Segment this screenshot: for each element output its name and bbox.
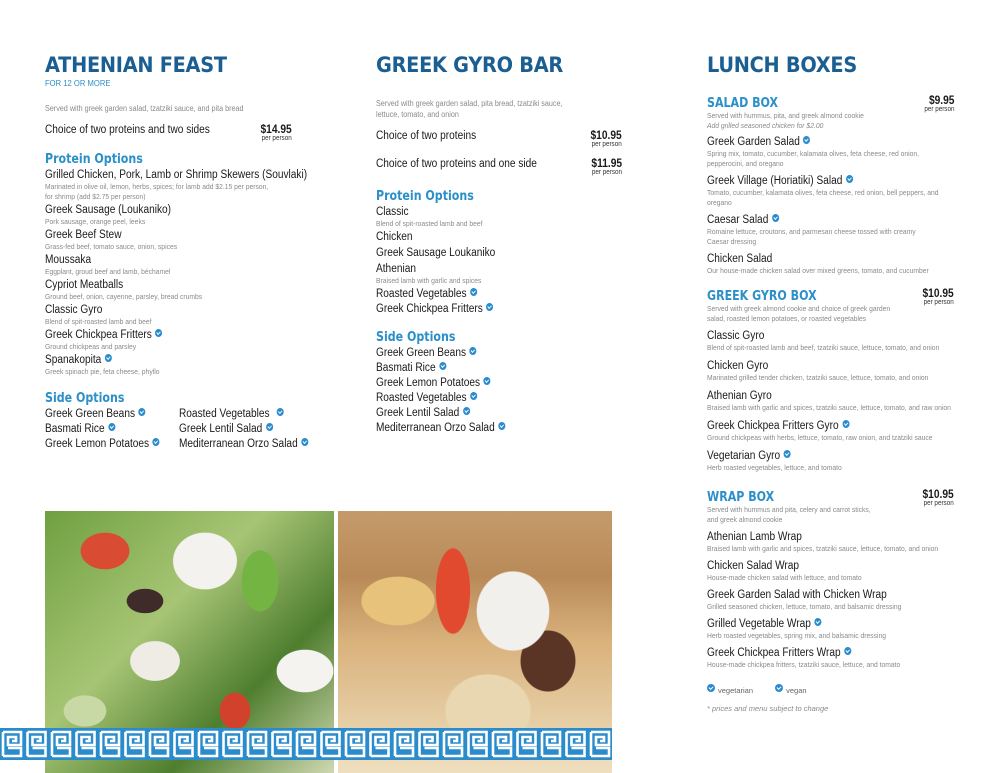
lunch-boxes-title: LUNCH BOXES xyxy=(707,53,857,77)
vegetarian-icon xyxy=(498,422,505,430)
item-desc: Ground beef, onion, cayenne, parsley, bread crumbs xyxy=(45,292,203,301)
price-unit: per person xyxy=(591,141,622,148)
item-desc: Blend of spit-roasted lamb and beef xyxy=(45,317,152,326)
gyro-bar-section xyxy=(376,52,622,436)
vegetarian-icon xyxy=(846,175,853,183)
offer-label: Choice of two proteins xyxy=(376,130,477,142)
item-name-text: Greek Lemon Potatoes xyxy=(376,377,481,389)
item-desc: Blend of spit-roasted lamb and beef, tzatziki sauce, lettuce, tomato, and onion xyxy=(707,343,940,352)
item-name: Chicken Salad xyxy=(707,253,773,265)
lunch-boxes-section xyxy=(707,52,957,713)
list-item xyxy=(376,262,622,286)
item-desc: Herb roasted vegetables, lettuce, and tomato xyxy=(707,463,842,472)
item-name xyxy=(707,646,927,660)
item-desc: Our house-made chicken salad over mixed greens, tomato, and cucumber xyxy=(707,266,929,275)
item-name: Chicken Salad Wrap xyxy=(707,560,800,572)
price-unit: per person xyxy=(261,135,292,142)
vegan-icon xyxy=(266,423,273,431)
price-amount: $10.95 xyxy=(922,286,954,300)
gyro-box-title: GREEK GYRO BOX xyxy=(707,289,817,304)
item-desc: Marinated in olive oil, lemon, herbs, spices; for lamb add $2.15 per person, xyxy=(45,182,269,191)
vegan-icon xyxy=(814,618,821,626)
item-name: Greek Beef Stew xyxy=(45,229,122,241)
item-name xyxy=(45,353,269,367)
price-amount: $9.95 xyxy=(928,93,954,107)
gyro-box-items xyxy=(707,329,957,473)
salad-box-served-with: Served with hummus, pita, and greek almond cookie xyxy=(707,111,864,120)
vegan-icon xyxy=(470,288,477,296)
item-name: Classic xyxy=(376,206,409,218)
item-name-text: Roasted Vegetables xyxy=(376,392,467,404)
item-name: Athenian xyxy=(376,263,416,275)
item-desc: Braised lamb with garlic and spices xyxy=(376,276,482,285)
list-item xyxy=(376,406,592,421)
greek-key-pattern-icon xyxy=(0,728,612,760)
item-desc: Spring mix, tomato, cucumber, kalamata olives, feta cheese, red onion, pepperocini, and oregano xyxy=(707,149,919,168)
gyro-bar-offer xyxy=(376,129,622,157)
wrap-box-price xyxy=(917,488,954,507)
salad-box-title: SALAD BOX xyxy=(707,96,779,111)
salad-box-items xyxy=(707,135,957,276)
list-item xyxy=(376,421,592,436)
vegan-icon xyxy=(439,362,446,370)
gyro-box-served-with: Served with greek almond cookie and choice of greek garden salad, roasted lemon potatoes, or roasted vegetables xyxy=(707,304,891,323)
protein-list xyxy=(45,168,308,377)
side-list xyxy=(45,407,300,451)
price-amount: $11.95 xyxy=(591,156,622,170)
item-desc: Tomato, cucumber, kalamata olives, feta cheese, red onion, bell peppers, and oregano xyxy=(707,188,939,207)
dietary-legend xyxy=(707,684,957,695)
item-name-text: Greek Chickpea Fritters Gyro xyxy=(707,420,839,432)
item-name: Athenian Gyro xyxy=(707,390,772,402)
vegan-icon xyxy=(155,329,162,337)
price-unit: per person xyxy=(923,299,954,306)
item-name-text: Basmati Rice xyxy=(376,362,436,374)
vegetarian-icon xyxy=(707,684,715,692)
item-name: Moussaka xyxy=(45,254,92,266)
item-name: Grilled Chicken, Pork, Lamb or Shrimp Skewers (Souvlaki) xyxy=(45,169,308,181)
vegan-icon xyxy=(470,347,477,355)
wrap-box-title: WRAP BOX xyxy=(707,490,775,505)
price-unit: per person xyxy=(591,169,622,176)
athenian-feast-offer xyxy=(45,123,300,147)
list-item xyxy=(45,278,300,302)
vegan-icon xyxy=(784,450,791,458)
wrap-box xyxy=(707,487,957,670)
list-item xyxy=(45,228,300,252)
list-item xyxy=(179,422,302,436)
item-name-text: Greek Lemon Potatoes xyxy=(45,438,150,450)
list-item xyxy=(376,287,592,301)
list-item xyxy=(179,407,302,421)
item-desc: Grass-fed beef, tomato sauce, onion, spices xyxy=(45,242,178,251)
price-disclaimer: * prices and menu subject to change xyxy=(707,704,829,713)
item-name-text: Greek Lentil Salad xyxy=(376,407,460,419)
item-name-text: Mediterranean Orzo Salad xyxy=(376,422,495,434)
athenian-feast-served-with: Served with greek garden salad, tzatziki sauce, and pita bread xyxy=(45,104,244,113)
offer-price xyxy=(585,129,622,148)
item-name-text: Mediterranean Orzo Salad xyxy=(179,438,298,450)
item-desc: Greek spinach pie, feta cheese, phyllo xyxy=(45,367,160,376)
vegan-icon xyxy=(470,392,477,400)
vegetarian-icon xyxy=(803,136,810,144)
vegan-icon xyxy=(108,423,115,431)
offer-label: Choice of two proteins and two sides xyxy=(45,124,210,136)
offer-price xyxy=(586,157,622,176)
item-name: Cypriot Meatballs xyxy=(45,279,124,291)
price-amount: $14.95 xyxy=(260,122,292,136)
legend-vegetarian xyxy=(707,684,763,695)
list-item xyxy=(707,419,957,443)
legend-label: vegan xyxy=(786,686,807,695)
legend-label: vegetarian xyxy=(718,686,754,695)
list-item: Chicken xyxy=(376,231,413,243)
item-name-text: Caesar Salad xyxy=(707,214,769,226)
list-item xyxy=(45,203,300,227)
price-unit: per person xyxy=(923,106,954,113)
item-name-text: Grilled Vegetable Wrap xyxy=(707,618,811,630)
list-item xyxy=(45,168,308,202)
protein-list xyxy=(376,205,622,316)
item-name-text: Greek Green Beans xyxy=(376,347,467,359)
list-item xyxy=(45,422,163,436)
protein-options-heading: Protein Options xyxy=(45,152,143,167)
item-name xyxy=(707,449,927,463)
item-name-text: Roasted Vegetables xyxy=(179,408,270,420)
gyro-box xyxy=(707,286,957,473)
list-item xyxy=(376,361,592,376)
item-name: Greek Garden Salad with Chicken Wrap xyxy=(707,589,887,601)
list-item xyxy=(707,359,957,383)
vegan-icon xyxy=(486,303,493,311)
vegan-icon xyxy=(153,438,160,446)
price-amount: $10.95 xyxy=(590,128,622,142)
list-item xyxy=(45,437,163,451)
greek-key-border xyxy=(0,728,612,760)
side-list xyxy=(376,346,622,436)
offer-price xyxy=(255,123,292,142)
list-item xyxy=(707,449,957,473)
item-name: Chicken Gyro xyxy=(707,360,769,372)
item-desc: Herb roasted vegetables, spring mix, and balsamic dressing xyxy=(707,631,886,640)
item-name-text: Greek Chickpea Fritters xyxy=(45,329,152,341)
list-item xyxy=(45,253,300,277)
vegetarian-icon xyxy=(105,354,112,362)
vegetarian-icon xyxy=(844,647,851,655)
list-item xyxy=(376,391,592,406)
protein-options-heading: Protein Options xyxy=(376,189,474,204)
item-name: Classic Gyro xyxy=(45,304,103,316)
list-item: Greek Sausage Loukaniko xyxy=(376,247,496,259)
item-name xyxy=(707,617,927,631)
vegan-icon xyxy=(277,408,284,416)
vegan-icon xyxy=(463,407,470,415)
list-item xyxy=(707,588,957,612)
item-name-text: Greek Garden Salad xyxy=(707,136,800,148)
list-item xyxy=(45,328,300,352)
vegan-icon xyxy=(775,684,783,692)
gyro-bar-title: GREEK GYRO BAR xyxy=(376,53,563,77)
item-desc: Braised lamb with garlic and spices, tzatziki sauce, lettuce, tomato, and onion xyxy=(707,544,939,553)
item-name-text: Vegetarian Gyro xyxy=(707,450,781,462)
vegan-icon xyxy=(139,408,146,416)
list-item xyxy=(45,407,163,421)
item-desc-2: for shrimp (add $2.75 per person) xyxy=(45,192,146,201)
item-name: Greek Sausage (Loukaniko) xyxy=(45,204,172,216)
list-item xyxy=(45,353,300,377)
item-desc: Eggplant, groud beef and lamb, béchamel xyxy=(45,267,171,276)
salad-box-addon: Add grilled seasoned chicken for $2.00 xyxy=(707,121,824,130)
item-desc: Blend of spit-roasted lamb and beef xyxy=(376,219,483,228)
list-item xyxy=(707,559,957,583)
item-desc: Marinated grilled tender chicken, tzatziki sauce, lettuce, tomato, and onion xyxy=(707,373,929,382)
athenian-feast-title: ATHENIAN FEAST xyxy=(45,53,227,77)
side-options-heading: Side Options xyxy=(45,391,125,406)
legend-vegan xyxy=(775,684,816,695)
item-name xyxy=(707,174,927,188)
vegetarian-icon xyxy=(772,214,779,222)
offer-label: Choice of two proteins and one side xyxy=(376,158,537,170)
item-name-text: Greek Village (Horiatiki) Salad xyxy=(707,175,843,187)
item-name xyxy=(707,135,927,149)
vegan-icon xyxy=(484,377,491,385)
item-desc: Ground chickpeas with herbs, lettuce, tomato, raw onion, and tzatziki sauce xyxy=(707,433,933,442)
list-item xyxy=(376,346,592,361)
item-name-text: Basmati Rice xyxy=(45,423,105,435)
list-item xyxy=(376,205,622,229)
list-item xyxy=(707,329,957,353)
item-name-text: Greek Chickpea Fritters Wrap xyxy=(707,647,841,659)
item-desc: House-made chicken salad with lettuce, and tomato xyxy=(707,573,862,582)
gyro-box-price xyxy=(917,287,954,306)
list-item xyxy=(707,252,957,276)
athenian-feast-subtitle: FOR 12 OR MORE xyxy=(45,78,111,88)
athenian-feast-section xyxy=(45,52,308,451)
item-name-text: Greek Lentil Salad xyxy=(179,423,263,435)
list-item xyxy=(45,303,300,327)
item-name xyxy=(707,419,927,433)
list-item xyxy=(707,530,957,554)
item-desc: Braised lamb with garlic and spices, tzatziki sauce, lettuce, tomato, and raw onion xyxy=(707,403,951,412)
wrap-box-served-with: Served with hummus and pita, celery and carrot sticks, and greek almond cookie xyxy=(707,505,871,524)
price-unit: per person xyxy=(923,500,954,507)
item-name-text: Greek Chickpea Fritters xyxy=(376,303,483,315)
list-item xyxy=(707,389,957,413)
price-amount: $10.95 xyxy=(922,487,954,501)
wrap-box-items xyxy=(707,530,957,670)
list-item xyxy=(376,376,592,391)
item-desc: Ground chickpeas and parsley xyxy=(45,342,137,351)
item-desc: House-made chickpea fritters, tzatziki sauce, lettuce, and tomato xyxy=(707,660,901,669)
item-desc: Romaine lettuce, croutons, and parmesan cheese tossed with creamy Caesar dressing xyxy=(707,227,916,246)
side-options-heading: Side Options xyxy=(376,330,456,345)
item-desc: Grilled seasoned chicken, lettuce, tomato, and balsamic dressing xyxy=(707,602,902,611)
item-name-text: Roasted Vegetables xyxy=(376,288,467,300)
item-name xyxy=(707,213,927,227)
gyro-bar-offer xyxy=(376,157,622,187)
item-desc: Pork sausage, orange peel, leeks xyxy=(45,217,146,226)
item-name: Classic Gyro xyxy=(707,330,765,342)
item-name xyxy=(45,328,269,342)
vegetarian-icon xyxy=(842,420,849,428)
list-item xyxy=(179,437,302,451)
list-item xyxy=(707,213,957,247)
list-item xyxy=(376,302,592,316)
item-name-text: Spanakopita xyxy=(45,354,102,366)
vegetarian-icon xyxy=(301,438,308,446)
gyro-bar-served-with: Served with greek garden salad, pita bread, tzatziki sauce, lettuce, tomato, and onion xyxy=(376,99,563,119)
list-item xyxy=(707,617,957,641)
list-item xyxy=(707,646,957,670)
salad-box xyxy=(707,93,957,276)
list-item xyxy=(707,135,957,169)
item-name-text: Greek Green Beans xyxy=(45,408,136,420)
item-name: Athenian Lamb Wrap xyxy=(707,531,802,543)
list-item xyxy=(707,174,957,208)
